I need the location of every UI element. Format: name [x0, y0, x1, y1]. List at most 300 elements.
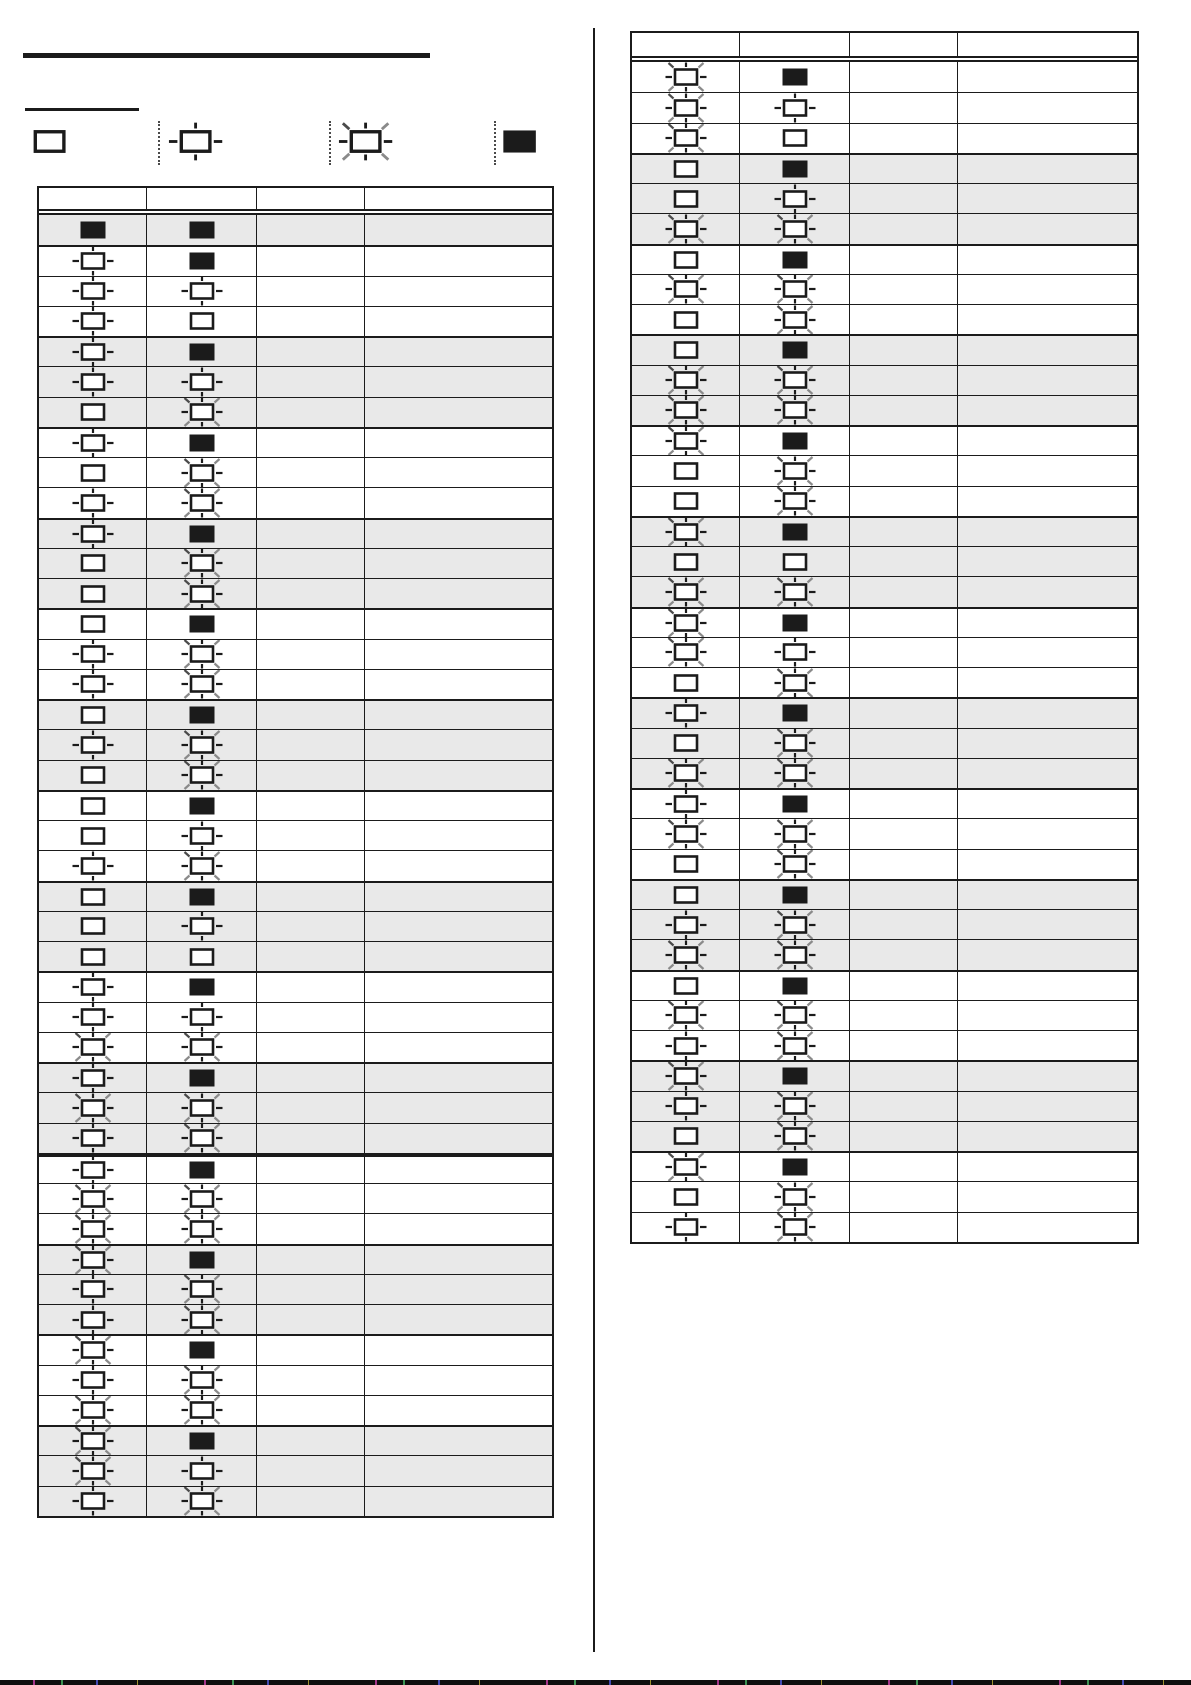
description-cell [958, 940, 1137, 969]
led-blink-fast-icon [773, 577, 817, 606]
description-cell [365, 883, 552, 911]
description-cell [365, 398, 552, 427]
led-table-row [39, 518, 552, 548]
led-table-row [632, 909, 1137, 939]
description-cell [958, 1001, 1137, 1030]
led-blink-fast-icon [664, 427, 708, 455]
led-table-row [39, 760, 552, 790]
led-table-row [632, 395, 1137, 425]
led1-state-cell [39, 277, 147, 306]
led-on-icon [180, 1064, 224, 1092]
led-blink-slow-icon [71, 670, 115, 699]
led-blink-slow-icon [71, 1124, 115, 1153]
led1-state-cell [39, 1336, 147, 1364]
status-cell [257, 277, 365, 306]
led-table-row [39, 850, 552, 880]
led-table-row [39, 1213, 552, 1243]
led-blink-slow-icon [71, 1064, 115, 1092]
led1-state-cell [39, 1214, 147, 1243]
led1-state-cell [632, 184, 740, 213]
led-off-icon [71, 761, 115, 790]
description-cell [958, 62, 1137, 92]
description-cell [958, 790, 1137, 818]
description-cell [958, 1213, 1137, 1242]
led2-state-cell [147, 458, 257, 487]
led-off-icon [664, 155, 708, 183]
led-off-icon [71, 942, 115, 971]
status-cell [257, 670, 365, 699]
led-on-icon [180, 429, 224, 457]
header-cell [365, 188, 552, 209]
led1-state-cell [632, 246, 740, 274]
led-off-icon [664, 184, 708, 213]
table-header-row [632, 33, 1137, 62]
led1-state-cell [39, 1366, 147, 1395]
led-blink-fast-icon [664, 819, 708, 848]
led-blink-fast-icon-legend [337, 122, 394, 161]
led2-state-cell [740, 940, 850, 969]
description-cell [365, 277, 552, 306]
description-cell [958, 638, 1137, 667]
led-table-row [39, 790, 552, 820]
led1-state-cell [39, 821, 147, 850]
led-blink-fast-icon [773, 1213, 817, 1242]
led-off-icon [773, 124, 817, 153]
led1-state-cell [632, 1213, 740, 1242]
led-blink-slow-icon [71, 1003, 115, 1032]
led2-state-cell [147, 973, 257, 1001]
led1-state-cell [632, 729, 740, 758]
description-cell [365, 610, 552, 638]
led-blink-fast-icon [180, 1184, 224, 1213]
led2-state-cell [147, 579, 257, 608]
led-table-row [39, 245, 552, 275]
led-on-icon [773, 1153, 817, 1181]
led1-state-cell [632, 396, 740, 425]
status-cell [850, 972, 958, 1000]
led-table-row [39, 1123, 552, 1153]
led1-state-cell [39, 640, 147, 669]
description-cell [958, 155, 1137, 183]
led-table-row [39, 1395, 552, 1425]
led2-state-cell [740, 759, 850, 788]
status-cell [850, 1153, 958, 1181]
led2-state-cell [740, 577, 850, 606]
led-table-row [632, 1091, 1137, 1121]
led1-state-cell [39, 579, 147, 608]
led1-state-cell [632, 214, 740, 243]
description-cell [958, 759, 1137, 788]
led-on-icon [773, 155, 817, 183]
led-on-icon [180, 247, 224, 275]
description-cell [365, 520, 552, 548]
led-blink-fast-icon [337, 122, 394, 161]
led-on-icon [180, 1336, 224, 1364]
led-table-row [632, 1060, 1137, 1090]
led-table-row [632, 516, 1137, 546]
description-cell [958, 336, 1137, 364]
led-table-row [632, 637, 1137, 667]
led-blink-fast-icon [773, 1031, 817, 1060]
led1-state-cell [632, 1092, 740, 1121]
status-cell [257, 1184, 365, 1213]
led-table-row [39, 397, 552, 427]
led2-state-cell [740, 910, 850, 939]
led-off-icon [180, 942, 224, 971]
led-blink-slow-icon [664, 1213, 708, 1242]
led-table-row [632, 728, 1137, 758]
description-cell [958, 487, 1137, 516]
led-blink-fast-icon [664, 214, 708, 243]
description-cell [958, 910, 1137, 939]
led-blink-slow-icon [180, 367, 224, 396]
led-off-icon-legend [21, 122, 78, 161]
description-cell [958, 668, 1137, 697]
description-cell [365, 549, 552, 578]
led2-state-cell [147, 307, 257, 336]
description-cell [365, 307, 552, 336]
led-table-row [632, 1212, 1137, 1242]
led2-state-cell [147, 701, 257, 729]
led1-state-cell [39, 1427, 147, 1455]
status-cell [257, 1124, 365, 1153]
led1-state-cell [39, 1003, 147, 1032]
led-table-row [632, 849, 1137, 879]
led1-state-cell [39, 367, 147, 396]
led1-state-cell [632, 336, 740, 364]
status-cell [257, 701, 365, 729]
led2-state-cell [147, 1336, 257, 1364]
led2-state-cell [147, 1427, 257, 1455]
led-table-row [39, 639, 552, 669]
led-on-icon [773, 1062, 817, 1090]
status-cell [850, 155, 958, 183]
led1-state-cell [632, 275, 740, 304]
status-cell [257, 1275, 365, 1304]
led1-state-cell [632, 1031, 740, 1060]
led-off-icon [664, 246, 708, 274]
led2-state-cell [147, 1033, 257, 1062]
led2-state-cell [147, 1396, 257, 1425]
led-on-icon [773, 972, 817, 1000]
led-blink-fast-icon [773, 850, 817, 879]
status-cell [850, 668, 958, 697]
led-blink-fast-icon [180, 1214, 224, 1243]
led-table-row [632, 92, 1137, 122]
led2-state-cell [740, 1213, 850, 1242]
led1-state-cell [39, 458, 147, 487]
description-cell [365, 973, 552, 1001]
led-table-row [39, 881, 552, 911]
led-table-row [632, 334, 1137, 364]
led-on-icon [180, 610, 224, 638]
led-table-row [632, 274, 1137, 304]
led-blink-slow-icon [71, 640, 115, 669]
led-blink-fast-icon [773, 487, 817, 516]
led-table-row [39, 487, 552, 517]
led-blink-fast-icon [664, 940, 708, 969]
description-cell [365, 1396, 552, 1425]
status-cell [850, 396, 958, 425]
status-cell [850, 93, 958, 122]
description-cell [365, 701, 552, 729]
led-off-icon [71, 701, 115, 729]
status-cell [850, 275, 958, 304]
led2-state-cell [147, 730, 257, 759]
status-cell [257, 1064, 365, 1092]
status-cell [850, 1182, 958, 1211]
led2-state-cell [740, 790, 850, 818]
led-blink-slow-icon [71, 488, 115, 517]
status-cell [850, 910, 958, 939]
status-cell [850, 305, 958, 334]
led-blink-fast-icon [71, 1214, 115, 1243]
led2-state-cell [740, 1001, 850, 1030]
led1-state-cell [39, 307, 147, 336]
led-blink-fast-icon [180, 579, 224, 608]
description-cell [365, 730, 552, 759]
led-on-icon [180, 520, 224, 548]
led-table-row [39, 1153, 552, 1183]
led2-state-cell [147, 912, 257, 941]
led-blink-slow-icon [180, 277, 224, 306]
led-blink-fast-icon [664, 759, 708, 788]
led-blink-fast-icon [773, 366, 817, 395]
led-blink-slow-icon [167, 122, 224, 161]
led-blink-fast-icon [180, 488, 224, 517]
led-blink-fast-icon [180, 549, 224, 578]
led1-state-cell [39, 1064, 147, 1092]
led-on-icon [773, 336, 817, 364]
led-blink-fast-icon [180, 1305, 224, 1334]
led-table-row [39, 1425, 552, 1455]
description-cell [958, 850, 1137, 879]
led-table-row [632, 697, 1137, 727]
led-blink-fast-icon [180, 670, 224, 699]
led-on-icon [180, 215, 224, 245]
description-cell [365, 942, 552, 971]
description-cell [365, 1305, 552, 1334]
led-off-icon [664, 336, 708, 364]
description-cell [365, 761, 552, 790]
led2-state-cell [740, 1031, 850, 1060]
heading-underline [25, 108, 139, 111]
led-blink-slow-icon [71, 338, 115, 366]
status-cell [257, 307, 365, 336]
description-cell [958, 366, 1137, 395]
led-table-row [39, 1455, 552, 1485]
led-blink-fast-icon [664, 609, 708, 637]
led2-state-cell [740, 638, 850, 667]
led2-state-cell [740, 699, 850, 727]
led-table-row [632, 879, 1137, 909]
led-blink-fast-icon [180, 1275, 224, 1304]
led-blink-fast-icon [773, 214, 817, 243]
led1-state-cell [39, 912, 147, 941]
led1-state-cell [39, 247, 147, 275]
led2-state-cell [147, 883, 257, 911]
led-blink-fast-icon [71, 1246, 115, 1274]
status-cell [850, 1092, 958, 1121]
led1-state-cell [632, 366, 740, 395]
led2-state-cell [147, 549, 257, 578]
description-cell [365, 1427, 552, 1455]
led-blink-fast-icon [773, 275, 817, 304]
led1-state-cell [632, 518, 740, 546]
led1-state-cell [632, 881, 740, 909]
status-cell [850, 729, 958, 758]
led-table-row [39, 911, 552, 941]
led1-state-cell [632, 456, 740, 485]
led1-state-cell [632, 638, 740, 667]
led2-state-cell [740, 850, 850, 879]
led2-state-cell [740, 1153, 850, 1181]
led1-state-cell [39, 215, 147, 245]
led-off-icon [664, 487, 708, 516]
led-table-row [632, 970, 1137, 1000]
status-cell [257, 215, 365, 245]
led1-state-cell [632, 427, 740, 455]
description-cell [958, 275, 1137, 304]
status-cell [850, 1062, 958, 1090]
led-table-row [39, 276, 552, 306]
led1-state-cell [39, 973, 147, 1001]
status-cell [257, 247, 365, 275]
status-cell [850, 699, 958, 727]
led-blink-fast-icon [664, 1153, 708, 1181]
led-blink-fast-icon [180, 761, 224, 790]
led-off-icon [664, 850, 708, 879]
led1-state-cell [632, 124, 740, 153]
header-cell [850, 33, 958, 56]
led-blink-fast-icon [180, 730, 224, 759]
led-on-icon [773, 699, 817, 727]
led-blink-slow-icon [773, 638, 817, 667]
description-cell [958, 729, 1137, 758]
led2-state-cell [740, 456, 850, 485]
legend-separator [329, 121, 331, 165]
led-blink-slow-icon-legend [167, 122, 224, 161]
status-cell [850, 609, 958, 637]
description-cell [958, 214, 1137, 243]
led-blink-slow-icon [180, 1003, 224, 1032]
status-cell [257, 367, 365, 396]
led-blink-fast-icon [180, 640, 224, 669]
led-blink-fast-icon [664, 124, 708, 153]
led1-state-cell [39, 670, 147, 699]
led2-state-cell [147, 610, 257, 638]
led-blink-fast-icon [71, 1456, 115, 1485]
led1-state-cell [632, 609, 740, 637]
description-cell [365, 247, 552, 275]
led2-state-cell [147, 488, 257, 517]
led1-state-cell [632, 819, 740, 848]
led-blink-slow-icon [71, 973, 115, 1001]
led-off-icon [71, 912, 115, 941]
description-cell [365, 458, 552, 487]
led2-state-cell [147, 215, 257, 245]
led-blink-fast-icon [180, 1366, 224, 1395]
status-cell [850, 518, 958, 546]
status-cell [257, 458, 365, 487]
description-cell [365, 1275, 552, 1304]
led-table-row [39, 548, 552, 578]
led-table-row [39, 971, 552, 1001]
led-blink-slow-icon [71, 429, 115, 457]
led-table-row [632, 123, 1137, 153]
status-cell [257, 1003, 365, 1032]
led-on-icon [773, 427, 817, 455]
led-blink-slow-icon [180, 821, 224, 850]
description-cell [958, 518, 1137, 546]
description-cell [365, 1184, 552, 1213]
description-cell [365, 367, 552, 396]
led2-state-cell [147, 670, 257, 699]
status-cell [257, 730, 365, 759]
status-cell [257, 1093, 365, 1122]
led-off-icon [180, 307, 224, 336]
led-off-icon [664, 668, 708, 697]
header-cell [740, 33, 850, 56]
led-on-icon [180, 792, 224, 820]
led-table-row [39, 1002, 552, 1032]
description-cell [958, 456, 1137, 485]
led1-state-cell [632, 972, 740, 1000]
description-cell [958, 305, 1137, 334]
led-table-row [632, 455, 1137, 485]
description-cell [365, 1214, 552, 1243]
led-blink-fast-icon [773, 1001, 817, 1030]
led-blink-slow-icon [71, 851, 115, 880]
led1-state-cell [632, 1062, 740, 1090]
description-cell [365, 640, 552, 669]
description-cell [365, 1033, 552, 1062]
led-off-icon [71, 821, 115, 850]
led-table-row [632, 667, 1137, 697]
led2-state-cell [147, 1093, 257, 1122]
description-cell [958, 577, 1137, 606]
header-cell [257, 188, 365, 209]
led1-state-cell [632, 62, 740, 92]
status-cell [257, 821, 365, 850]
led-on-icon [773, 881, 817, 909]
led-table-row [632, 425, 1137, 455]
led2-state-cell [740, 184, 850, 213]
led-table-row [39, 1244, 552, 1274]
led-blink-fast-icon [71, 1093, 115, 1122]
description-cell [958, 93, 1137, 122]
led-blink-fast-icon [773, 729, 817, 758]
status-cell [850, 246, 958, 274]
status-cell [850, 577, 958, 606]
led-on-icon [491, 122, 548, 161]
description-cell [365, 1246, 552, 1274]
led-blink-fast-icon [773, 396, 817, 425]
led-on-icon [180, 883, 224, 911]
status-cell [257, 579, 365, 608]
led-table-row [39, 1304, 552, 1334]
status-cell [850, 214, 958, 243]
description-cell [958, 1092, 1137, 1121]
led-table-row [39, 1334, 552, 1364]
status-cell [257, 1214, 365, 1243]
led2-state-cell [147, 520, 257, 548]
led-table-row [39, 669, 552, 699]
status-cell [257, 1246, 365, 1274]
description-cell [365, 488, 552, 517]
led-blink-fast-icon [71, 1336, 115, 1364]
led-off-icon [71, 549, 115, 578]
